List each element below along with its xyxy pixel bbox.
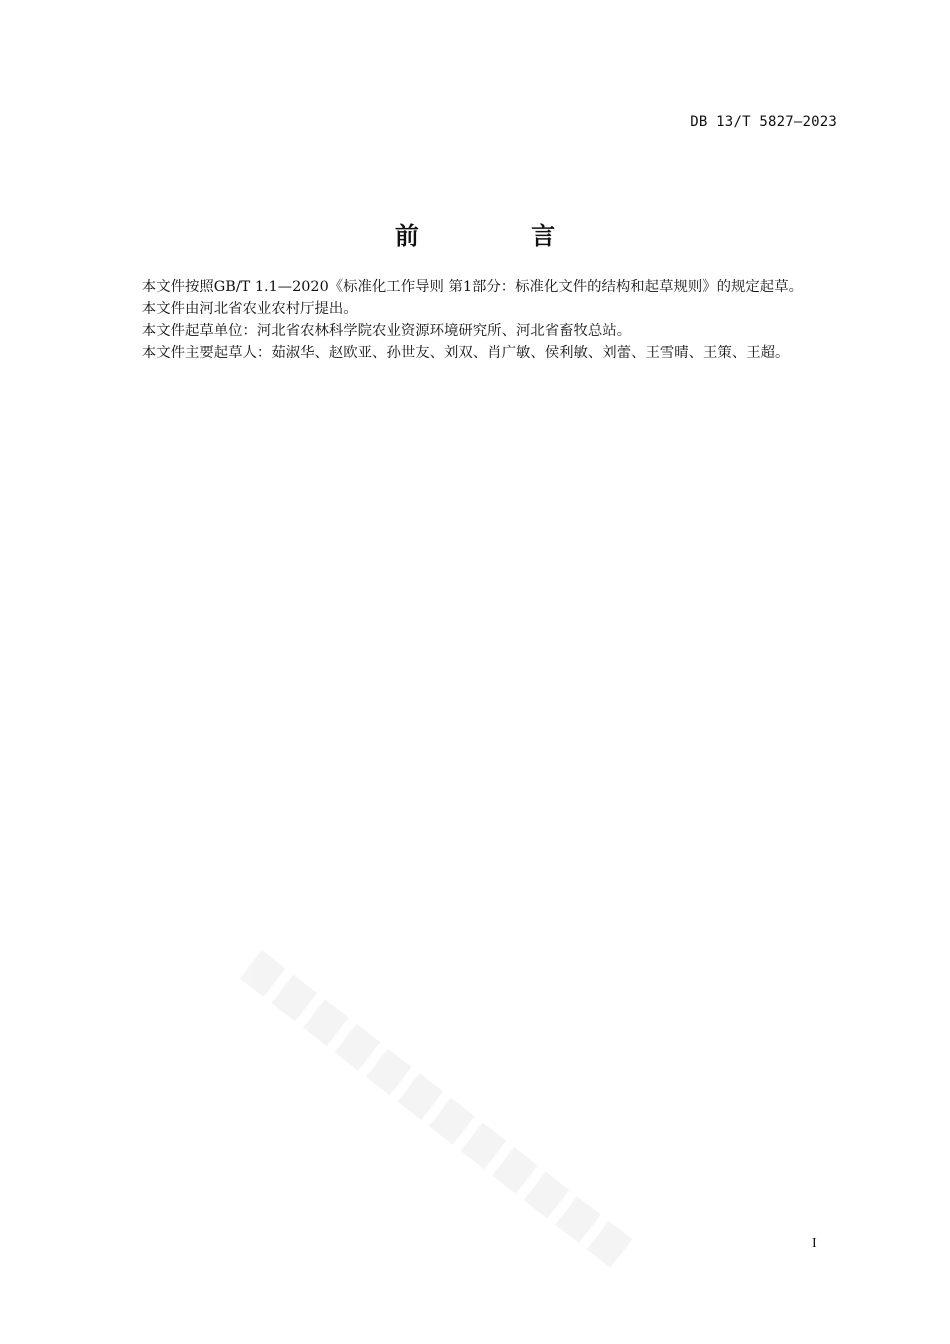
paragraph-proposer: 本文件由河北省农业农村厅提出。	[141, 301, 358, 317]
paragraph-drafters: 本文件主要起草人：茹淑华、赵欧亚、孙世友、刘双、肖广敏、侯利敏、刘蕾、王雪晴、王策、王超。	[141, 345, 790, 361]
watermark-glyph	[271, 975, 317, 1022]
paragraph-drafting-rules: 本文件按照GB/T 1.1—2020《标准化工作导则 第1部分：标准化文件的结构和起草规则》的规定起草。	[141, 279, 803, 295]
document-code: DB 13/T 5827—2023	[690, 114, 837, 130]
watermark-glyph	[240, 950, 286, 997]
watermark-glyph	[555, 1196, 601, 1243]
watermark-glyph	[429, 1098, 475, 1145]
page-number: I	[812, 1236, 817, 1251]
watermark	[225, 950, 672, 1317]
watermark-glyph	[492, 1147, 538, 1194]
watermark-glyph	[460, 1122, 506, 1169]
watermark-glyph	[524, 1172, 570, 1219]
watermark-glyph	[397, 1073, 443, 1120]
page-title: 前 言	[394, 222, 608, 250]
foreword-body	[113, 276, 838, 364]
watermark-glyph	[303, 999, 349, 1046]
watermark-glyph	[587, 1221, 633, 1268]
paragraph-drafting-units: 本文件起草单位：河北省农林科学院农业资源环境研究所、河北省畜牧总站。	[141, 323, 632, 339]
watermark-glyph	[334, 1024, 380, 1071]
watermark-glyph	[366, 1049, 412, 1096]
